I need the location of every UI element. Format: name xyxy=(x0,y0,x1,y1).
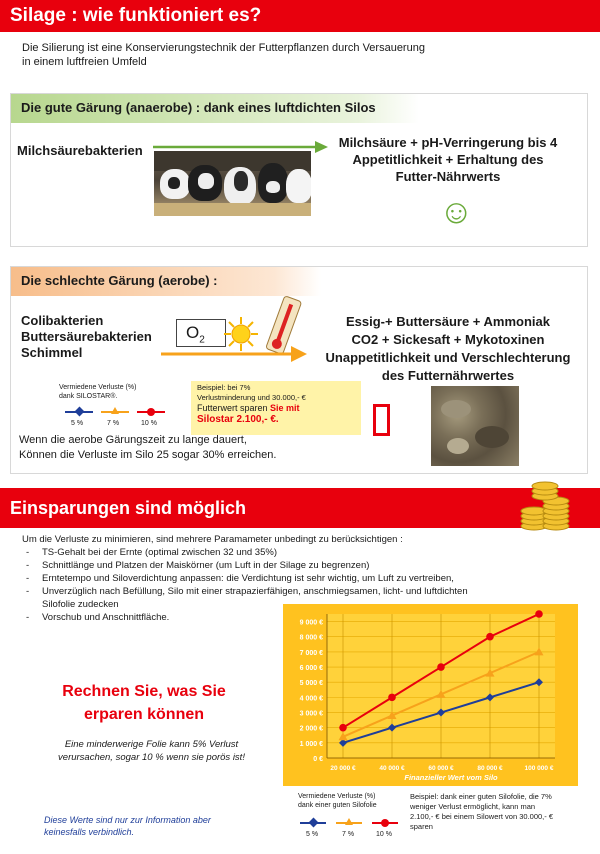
good-fermentation-panel xyxy=(10,93,588,247)
chart-x-axis-label: Finanzieller Wert vom Silo xyxy=(404,773,498,782)
bad-result-line-2: CO2 + Sickesaft + Mykotoxinen xyxy=(351,332,545,347)
intro-line-1: Die Silierung ist eine Konservierungstechnik der Futterpflanzen durch Versauerung xyxy=(22,42,425,54)
chart-legend-10-label: 10 % xyxy=(376,831,392,838)
legend-title-1: Vermiedene Verluste (%) xyxy=(59,384,137,391)
chart-point-2-3 xyxy=(486,633,494,641)
chart-example-line-1: Beispiel: dank einer guten Silofolie, die 7% xyxy=(410,792,552,801)
coin-stack-icon xyxy=(516,480,576,532)
chart-y-tick-label: 5 000 € xyxy=(299,680,323,688)
chart-y-tick-label: 0 € xyxy=(313,756,323,763)
calculate-line-2: erparen können xyxy=(83,706,205,723)
chart-point-2-1 xyxy=(388,694,396,702)
legend-title-2: dank SILOSTAR®. xyxy=(59,393,118,400)
chart-legend-5-label: 5 % xyxy=(306,831,319,838)
disclaimer xyxy=(44,814,274,838)
good-result-line-2: Appetitlichkeit + Erhaltung des xyxy=(352,152,544,167)
example-line-3-highlight: Sie mit xyxy=(270,403,300,413)
silostar-example xyxy=(191,381,361,435)
chart-x-tick-label: 20 000 € xyxy=(330,765,356,772)
savings-title: Einsparungen sind möglich xyxy=(10,498,247,518)
measure-item-4-line-2: Silofolie zudecken xyxy=(42,599,119,610)
chart-x-tick-label: 60 000 € xyxy=(428,765,454,772)
bad-result-line-3: Unappetitlichkeit und Verschlechterung xyxy=(325,350,571,365)
chart-y-tick-label: 7 000 € xyxy=(299,649,323,657)
foil-note-line-1: Eine minderwerige Folie kann 5% Verlust xyxy=(64,739,239,750)
measure-item-2: - Schnittlänge und Platzen der Maiskörner (um Luft in der Silage zu begrenzen) xyxy=(22,559,582,572)
bad-result xyxy=(307,313,589,385)
orange-arrow-icon xyxy=(159,343,309,365)
warning-line-1: Wenn die aerobe Gärungszeit zu lange dauert, xyxy=(19,434,247,446)
chart-diamond-marker-icon xyxy=(309,818,319,828)
chart-y-tick-label: 2 000 € xyxy=(299,725,323,733)
example-line-2: Verlustminderung und 30.000,- € xyxy=(197,393,306,402)
foil-note xyxy=(34,738,269,764)
bad-bacteria-2: Buttersäurebakterien xyxy=(21,329,152,344)
chart-point-2-0 xyxy=(339,724,347,732)
chart-point-2-2 xyxy=(437,663,445,671)
example-line-3 xyxy=(197,403,361,414)
bad-result-line-1: Essig-+ Buttersäure + Ammoniak xyxy=(346,314,550,329)
example-line-1: Beispiel: bei 7% xyxy=(197,383,251,392)
example-line-4: Silostar 2.100,- €. xyxy=(197,414,279,425)
legend-7-label: 7 % xyxy=(107,420,120,427)
chart-example-line-2: weniger Verlust ermöglicht, kann man xyxy=(410,802,536,811)
chart-x-tick-label: 80 000 € xyxy=(477,765,503,772)
chart-legend xyxy=(298,792,408,842)
oxygen-symbol: O xyxy=(186,323,200,342)
good-result xyxy=(313,134,583,185)
good-bacteria: Milchsäurebakterien xyxy=(17,143,143,158)
chart-circle-marker-icon xyxy=(381,819,389,827)
diamond-marker-icon xyxy=(75,407,85,417)
circle-marker-icon xyxy=(147,408,155,416)
savings-chart xyxy=(283,604,578,786)
chart-y-tick-label: 3 000 € xyxy=(299,710,323,718)
measure-item-5: - Vorschub und Anschnittfläche. xyxy=(22,611,582,624)
bad-warning xyxy=(19,433,276,463)
chart-y-tick-label: 4 000 € xyxy=(299,695,323,703)
bad-fermentation-panel xyxy=(10,266,588,474)
calculate-line-1: Rechnen Sie, was Sie xyxy=(62,683,226,700)
good-result-line-3: Futter-Nährwerts xyxy=(395,169,501,184)
section-header-silage xyxy=(0,0,600,32)
legend-10-label: 10 % xyxy=(141,420,157,427)
bad-bacteria xyxy=(21,313,152,361)
chart-y-tick-label: 8 000 € xyxy=(299,634,323,642)
moldy-silage-photo xyxy=(431,386,519,466)
good-fermentation-title: Die gute Gärung (anaerobe) : dank eines luftdichten Silos xyxy=(11,94,419,123)
measure-item-3: - Erntetempo und Siloverdichtung anpassen: die Verdichtung ist sehr wichtig, um Luft zu vertreiben, xyxy=(22,572,582,585)
intro-line-2: in einem luftfreien Umfeld xyxy=(22,56,147,68)
bad-bacteria-1: Colibakterien xyxy=(21,313,104,328)
cows-photo xyxy=(154,151,311,216)
measure-item-4-line-1: - Unverzüglich nach Befüllung, Silo mit einer strapazierfähigen, anschmiegsamen, licht- und luftdichten xyxy=(42,586,468,597)
chart-x-tick-label: 100 000 € xyxy=(524,765,554,772)
triangle-marker-icon xyxy=(111,407,119,414)
bad-fermentation-title: Die schlechte Gärung (aerobe) : xyxy=(11,267,321,296)
warning-box-icon xyxy=(373,404,390,436)
intro-text xyxy=(22,41,425,69)
chart-point-2-4 xyxy=(535,610,543,618)
chart-example-line-3: 2.100,- € bei einem Silowert von 30.000,- € xyxy=(410,812,554,821)
disclaimer-line-1: Diese Werte sind nur zur Information aber xyxy=(44,815,211,825)
good-result-line-1: Milchsäure + pH-Verringerung bis 4 xyxy=(338,135,558,150)
chart-x-tick-label: 40 000 € xyxy=(379,765,405,772)
silostar-legend xyxy=(59,383,175,439)
section-header-savings xyxy=(0,488,600,528)
foil-note-line-2: verursachen, sogar 10 % wenn sie porös ist! xyxy=(58,752,245,763)
chart-y-tick-label: 6 000 € xyxy=(299,665,323,673)
savings-chart-svg xyxy=(283,604,578,786)
chart-triangle-marker-icon xyxy=(345,818,353,825)
bad-result-line-4: des Futternährwertes xyxy=(381,368,515,383)
chart-example xyxy=(410,792,585,832)
disclaimer-line-2: keinesfalls verbindlich. xyxy=(44,827,135,837)
measures-intro: Um die Verluste zu minimieren, sind mehrere Paramameter unbedingt zu berücksichtigen : xyxy=(22,534,403,545)
calculate-headline xyxy=(34,680,254,726)
chart-example-line-4: sparen xyxy=(410,822,433,831)
oxygen-subscript: 2 xyxy=(199,334,205,346)
chart-y-tick-label: 9 000 € xyxy=(299,619,323,627)
example-line-3-text: Futterwert sparen xyxy=(197,403,271,413)
warning-line-2: Können die Verluste im Silo 25 sogar 30% erreichen. xyxy=(19,449,277,461)
chart-legend-title-2: dank einer guten Silofolie xyxy=(298,802,377,809)
measure-item-1: - TS-Gehalt bei der Ernte (optimal zwischen 32 und 35%) xyxy=(22,546,582,559)
smiley-icon: ☺ xyxy=(439,193,474,231)
section-title: Silage : wie funktioniert es? xyxy=(10,5,262,26)
chart-legend-title-1: Vermiedene Verluste (%) xyxy=(298,793,376,800)
chart-y-tick-label: 1 000 € xyxy=(299,740,323,748)
chart-legend-7-label: 7 % xyxy=(342,831,355,838)
bad-bacteria-3: Schimmel xyxy=(21,345,83,360)
legend-5-label: 5 % xyxy=(71,420,84,427)
